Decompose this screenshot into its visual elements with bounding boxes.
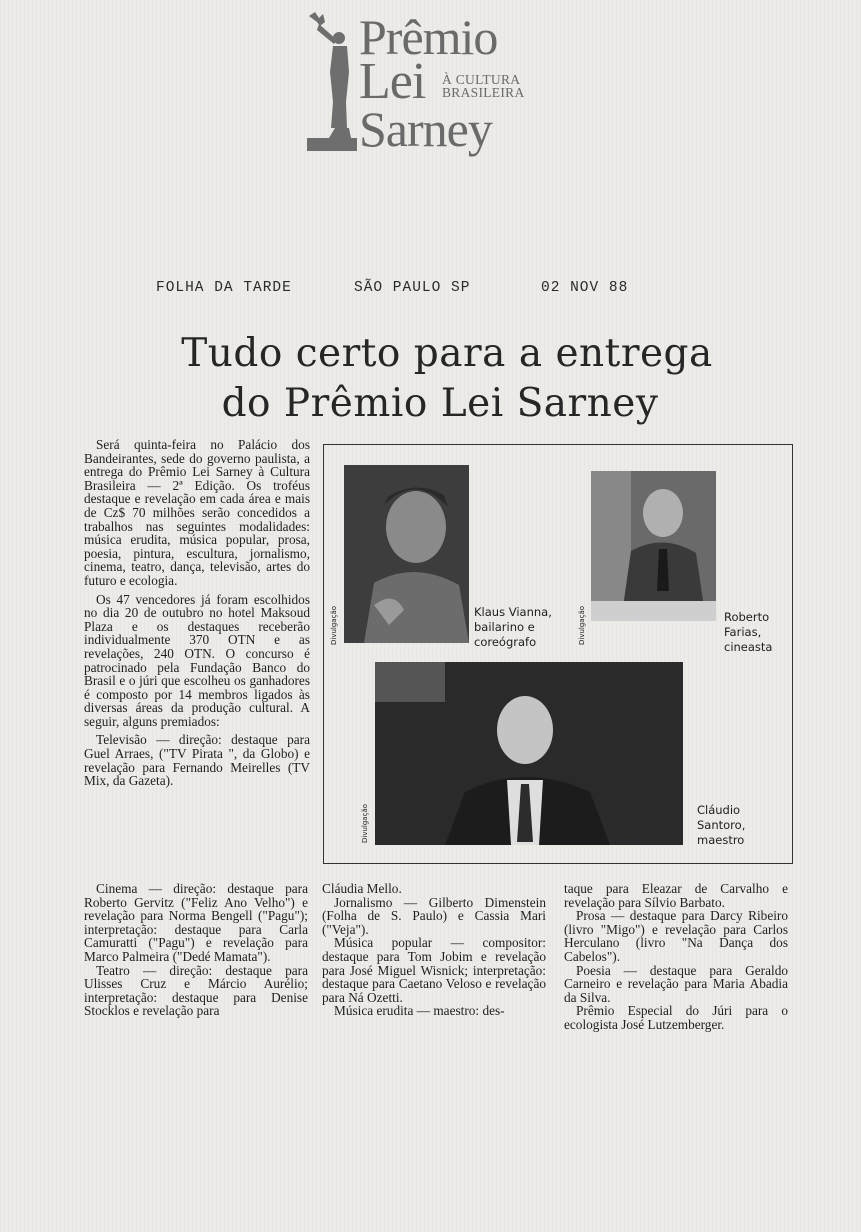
photo-panel [323, 444, 793, 864]
article-column-2 [84, 882, 308, 1018]
article-column-1 [84, 438, 310, 788]
portrait-image-icon [344, 465, 469, 643]
trophy-statue-icon [303, 10, 359, 152]
photo-roberto-farias [591, 471, 716, 621]
paragraph: Cláudia Mello. [322, 881, 402, 896]
dateline-date: 02 NOV 88 [541, 280, 629, 296]
paragraph: Poesia — destaque para Geraldo Carneiro e revelação para Maria Abadia da Silva. [564, 962, 788, 1005]
photo-claudio-santoro [375, 662, 683, 845]
photo-credit: Divulgação [361, 803, 369, 843]
dateline-newspaper: FOLHA DA TARDE [156, 280, 292, 296]
article-column-3 [322, 882, 546, 1018]
paragraph: Os 47 vencedores já foram escolhidos no dia 20 de outubro no hotel Maksoud Plaza e os destaques receberão individualmente 370 OTN e as revelações, 240 OTN. O concurso é patrocinado pela Fundação Banco do Brasil e o júri que escolheu os ganhadores é composto por 14 membros ligados às diversas áreas da produção cultural. A seguir, alguns premiados: [84, 591, 310, 729]
caption-klaus-vianna: Klaus Vianna, bailarino e coreógrafo [474, 605, 552, 649]
dateline-city: SÃO PAULO SP [354, 280, 471, 296]
caption-roberto-farias: Roberto Farias, cineasta [724, 610, 773, 654]
paragraph: Será quinta-feira no Palácio dos Bandeirantes, sede do governo paulista, a entrega do Prêmio Lei Sarney à Cultura Brasileira — 2ª Edição. Os troféus destaque e revelação em cada área e mais de Cz$ 70 milhões serão concedidos a trabalhos nas seguintes modalidades: música erudita, música popular, prosa, poesia, pintura, escultura, jornalismo, cinema, teatro, dança, televisão, artes do futuro e ecologia. [84, 437, 310, 588]
paragraph: Música erudita — maestro: des- [334, 1003, 505, 1019]
logo-word-lei: Lei [359, 53, 426, 110]
headline-line2: do Prêmio Lei Sarney [221, 381, 659, 426]
portrait-image-icon [591, 471, 716, 621]
premio-lei-sarney-logo [303, 8, 543, 158]
portrait-image-icon [375, 662, 683, 845]
photo-credit: Divulgação [330, 605, 338, 645]
photo-credit: Divulgação [578, 605, 586, 645]
paragraph: Televisão — direção: destaque para Guel Arraes, ("TV Pirata ", da Globo) e revelação para Fernando Meirelles (TV Mix, da Gazeta). [84, 732, 310, 789]
photo-klaus-vianna [344, 465, 469, 643]
paragraph: Prêmio Especial do Júri para o ecologista José Lutzemberger. [564, 1003, 788, 1032]
logo-subtitle-line1: À CULTURA [442, 72, 521, 87]
article-column-4 [564, 882, 788, 1032]
paragraph: Cinema — direção: destaque para Roberto Gervitz ("Feliz Ano Velho") e revelação para Norma Bengell ("Pagu"); interpretação: destaque para Carla Camuratti ("Pagu") e revelação para Marco Palmeira ("Dedé Mamata"). [84, 881, 308, 964]
headline-line1: Tudo certo para a entrega [181, 331, 713, 376]
paragraph: Música popular — compositor: destaque para Tom Jobim e revelação para José Miguel Wisnick; interpretação: destaque para Caetano Veloso e revelação para Ná Ozetti. [322, 935, 546, 1005]
paragraph: Teatro — direção: destaque para Ulisses Cruz e Márcio Aurélio; interpretação: destaque para Denise Stocklos e revelação para [84, 962, 308, 1019]
paragraph: taque para Eleazar de Carvalho e revelação para Sílvio Barbato. [564, 881, 788, 910]
paragraph: Prosa — destaque para Darcy Ribeiro (livro "Migo") e revelação para Carlos Herculano (livro "Na Dança dos Cabelos"). [564, 908, 788, 964]
caption-claudio-santoro: Cláudio Santoro, maestro [697, 803, 746, 847]
logo-word-premio: Prêmio [359, 9, 498, 65]
logo-word-sarney: Sarney [359, 101, 492, 157]
logo-subtitle-line2: BRASILEIRA [442, 85, 525, 100]
paragraph: Jornalismo — Gilberto Dimenstein (Folha de S. Paulo) e Cassia Mari ("Veja"). [322, 894, 546, 937]
